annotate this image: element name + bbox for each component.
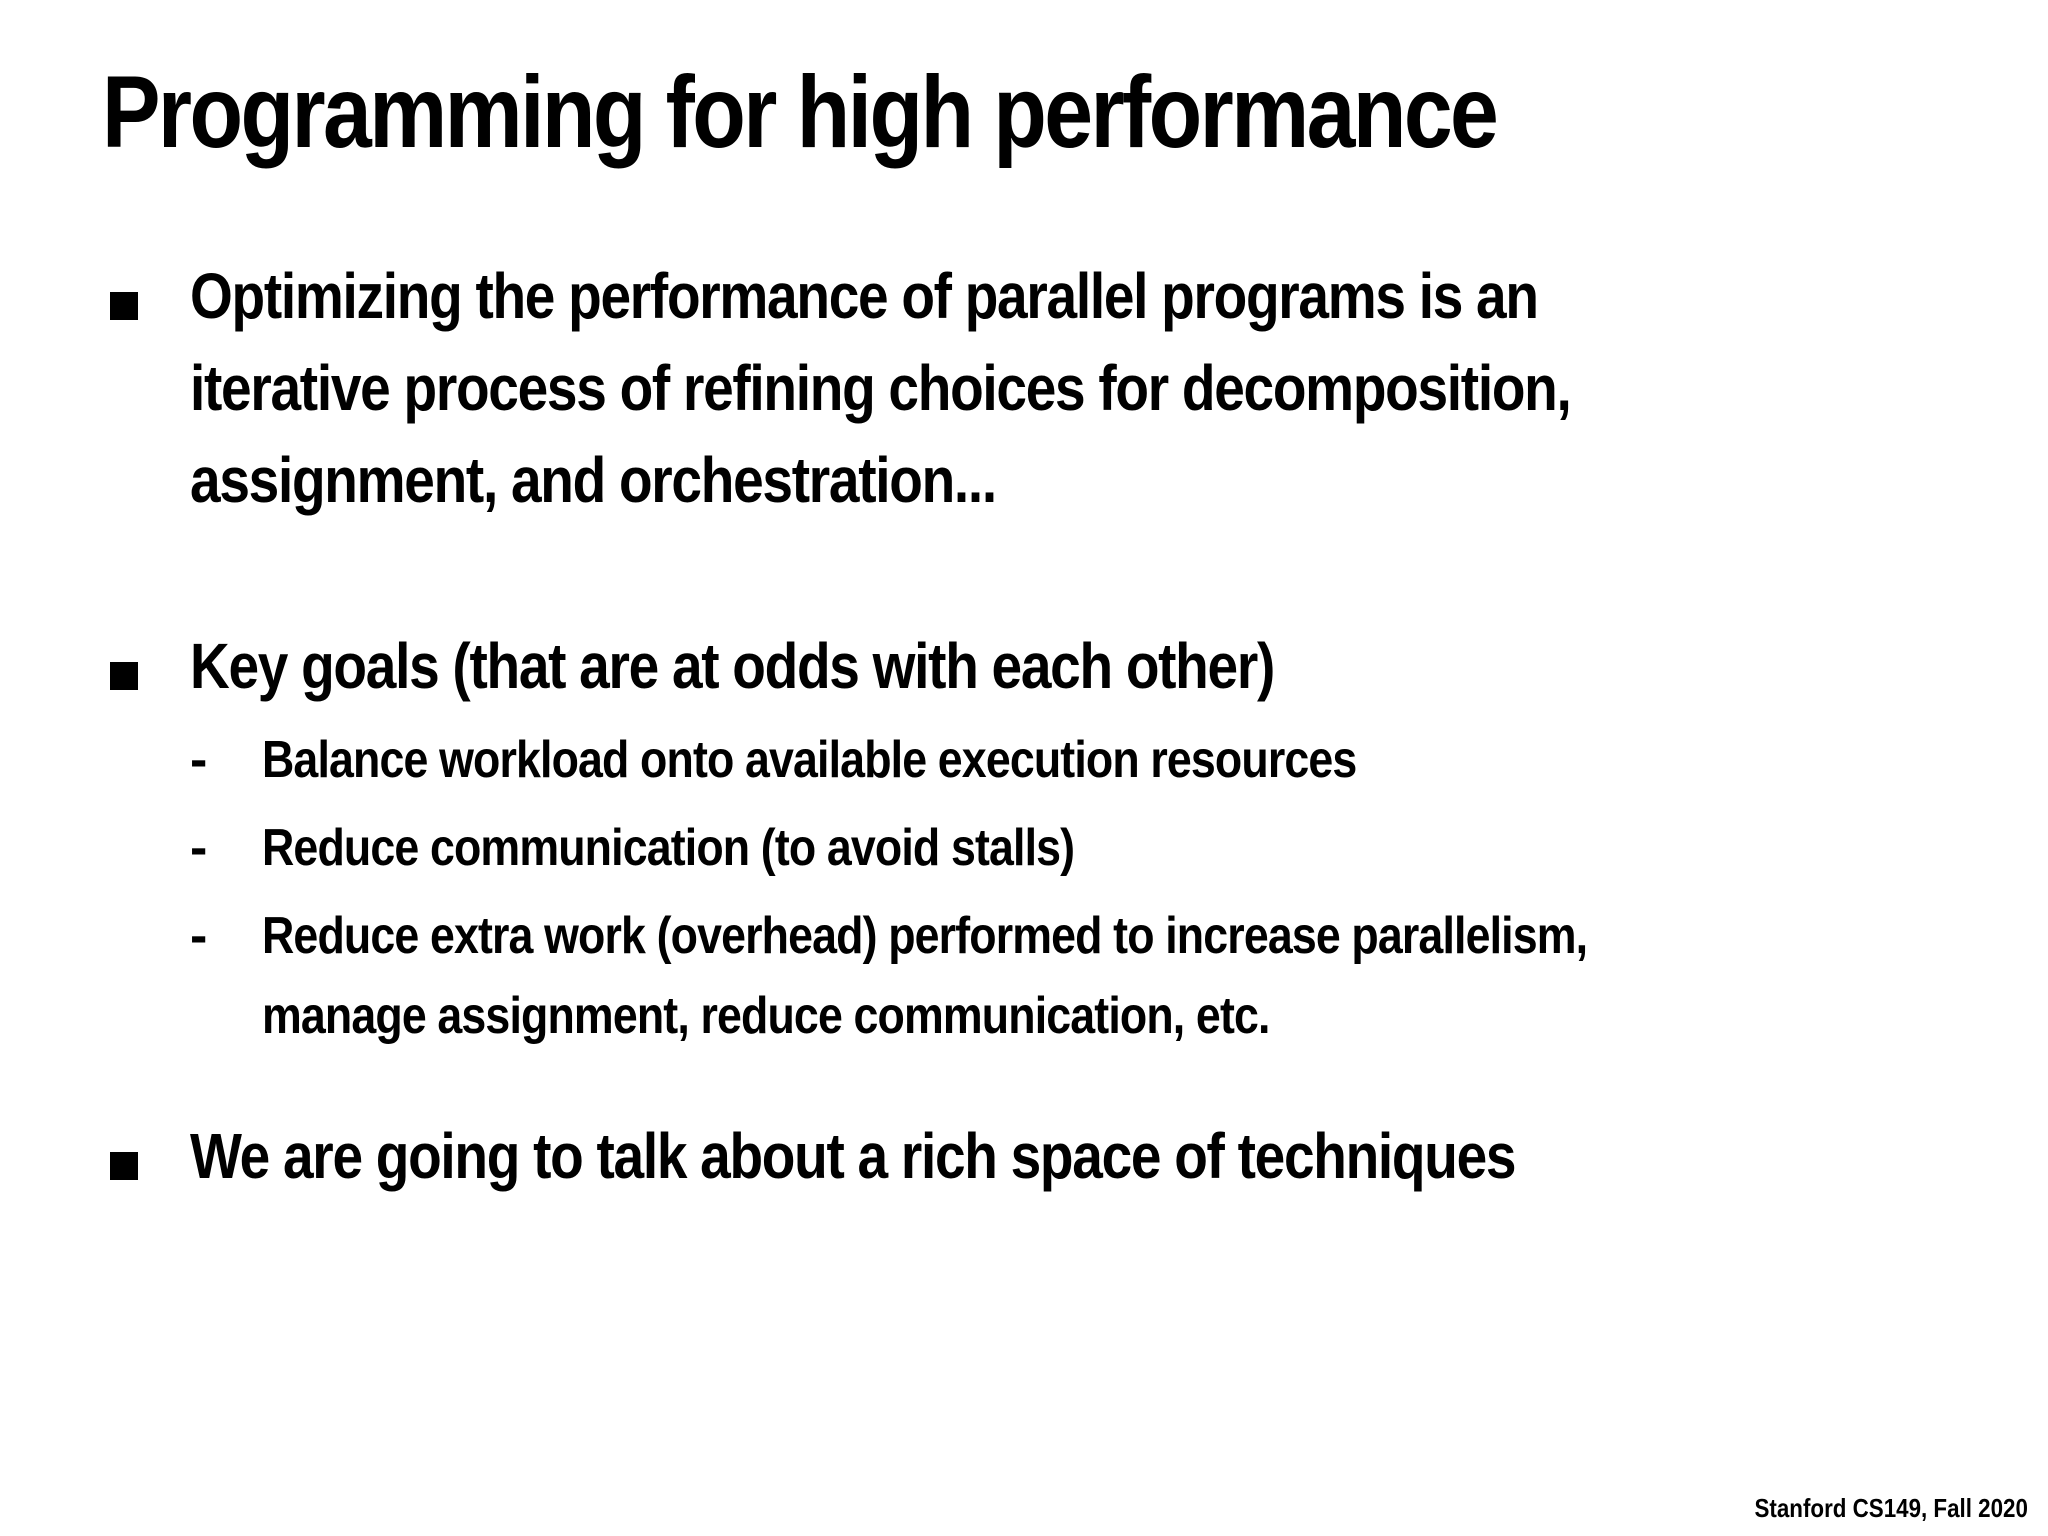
square-bullet-icon [110, 292, 138, 320]
bullet-line: Key goals (that are at odds with each other) [190, 630, 1275, 702]
sub-bullet-line: manage assignment, reduce communication, etc. [262, 987, 1270, 1045]
slide-title: Programming for high performance [102, 55, 1497, 169]
bullet-line: iterative process of refining choices for decomposition, [190, 352, 1571, 424]
sub-bullet-line: Reduce extra work (overhead) performed to increase parallelism, [262, 907, 1588, 965]
bullet-line: Optimizing the performance of parallel programs is an [190, 260, 1538, 332]
dash-bullet-icon: - [190, 731, 208, 789]
dash-bullet-icon: - [190, 819, 208, 877]
bullet-line: assignment, and orchestration... [190, 444, 996, 516]
bullet-line: We are going to talk about a rich space of techniques [190, 1120, 1516, 1192]
square-bullet-icon [110, 1152, 138, 1180]
square-bullet-icon [110, 662, 138, 690]
dash-bullet-icon: - [190, 907, 208, 965]
sub-bullet-line: Balance workload onto available execution resources [262, 731, 1357, 789]
slide-footer: Stanford CS149, Fall 2020 [1754, 1493, 2028, 1523]
sub-bullet-line: Reduce communication (to avoid stalls) [262, 819, 1075, 877]
